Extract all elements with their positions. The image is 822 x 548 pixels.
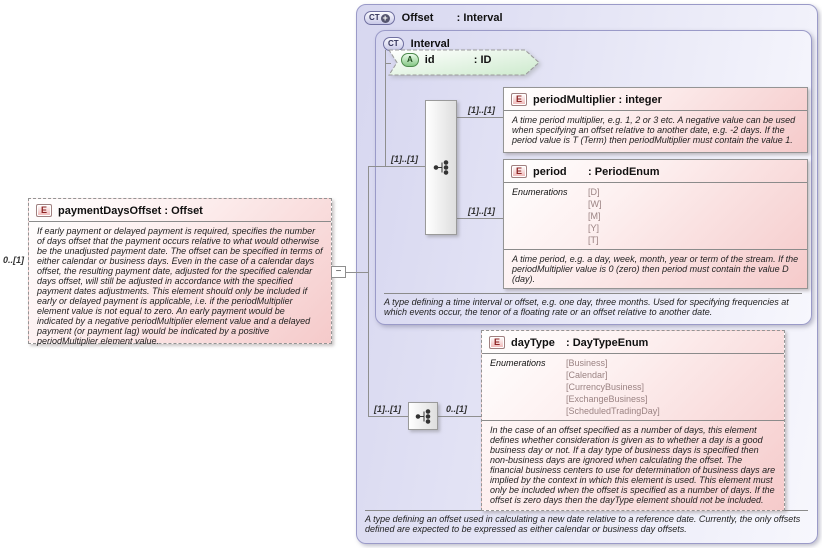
element-period[interactable] xyxy=(503,159,808,289)
enum-value: [ExchangeBusiness] xyxy=(566,394,648,404)
day-type-enumerations xyxy=(482,354,784,421)
element-payment-days-offset-header[interactable] xyxy=(29,199,331,222)
period-enumerations xyxy=(504,183,807,250)
element-day-type-title: dayType : DayTypeEnum xyxy=(511,336,649,349)
occurs-interval-sequence: [1]..[1] xyxy=(391,154,418,164)
element-period-title: period : PeriodEnum xyxy=(533,165,660,178)
occurs-extension-sequence: [1]..[1] xyxy=(374,404,401,414)
plus-icon[interactable]: + xyxy=(382,12,388,23)
period-multiplier-annotation: A time period multiplier, e.g. 1, 2 or 3 etc. A negative value can be used when specifying an offset relative to another date, e.g. -2 days. If the period value is T (Term) then periodMultiplier must contain the value 1. xyxy=(512,115,796,145)
sequence-icon xyxy=(415,409,432,424)
element-period-multiplier-title: periodMultiplier : integer xyxy=(533,93,662,106)
occurs-day-type: 0..[1] xyxy=(446,404,468,414)
element-payment-days-offset-title: paymentDaysOffset : Offset xyxy=(58,204,203,217)
connector-line xyxy=(369,166,426,167)
element-period-multiplier-header[interactable] xyxy=(504,88,807,111)
enum-value: [W] xyxy=(588,199,602,209)
connector-line xyxy=(346,272,368,273)
element-icon: E xyxy=(36,204,52,217)
enum-value: [T] xyxy=(588,235,599,245)
attribute-id-title: id : ID xyxy=(424,54,492,66)
connector-line xyxy=(438,416,482,417)
complextype-offset-title: Offset : Interval xyxy=(401,12,503,24)
enum-value: [M] xyxy=(588,211,601,221)
complextype-offset-header[interactable] xyxy=(357,5,817,29)
period-annotation: A time period, e.g. a day, week, month, year or term of the stream. If the periodMultiplier value is 0 (zero) then period must contain the value D (day). xyxy=(512,254,799,284)
enum-value: [D] xyxy=(588,187,600,197)
enum-value: [Y] xyxy=(588,223,600,233)
element-day-type[interactable] xyxy=(481,330,785,511)
sequence-icon xyxy=(433,160,450,175)
element-period-multiplier[interactable] xyxy=(503,87,808,153)
attribute-icon: A xyxy=(401,53,419,67)
element-icon: E xyxy=(511,165,527,178)
enumerations-label: Enumerations xyxy=(512,187,568,197)
connector-line xyxy=(368,166,369,417)
day-type-annotation: In the case of an offset specified as a number of days, this element defines whether consideration is given as to whether a day is a good business day or not. If a day type of business days is specified then non-business days are ignored when calculating the offset. The financial business centers to use for determination of business days are implied by the context in which this element is used. This element must only be included when the offset is specified as a number of days. If the offset is zero days then the dayType element should not be included. xyxy=(490,425,776,505)
occurs-period: [1]..[1] xyxy=(468,206,495,216)
complextype-icon: CT xyxy=(383,37,404,51)
element-icon: E xyxy=(489,336,505,349)
enum-value: [Calendar] xyxy=(566,370,608,380)
enum-value: [CurrencyBusiness] xyxy=(566,382,645,392)
connector-line xyxy=(457,117,503,118)
attribute-id[interactable] xyxy=(388,49,541,77)
sequence-compositor-interval[interactable] xyxy=(425,100,457,235)
connector-line xyxy=(369,416,408,417)
enumerations-label: Enumerations xyxy=(490,358,546,368)
element-day-type-header[interactable] xyxy=(482,331,784,354)
occurs-period-multiplier: [1]..[1] xyxy=(468,105,495,115)
element-payment-days-offset[interactable] xyxy=(28,198,332,344)
enum-value: [Business] xyxy=(566,358,608,368)
offset-type-annotation: A type defining an offset used in calculating a new date relative to a reference date. Currently, the only offsets defined are expected to be expressed as either calendar or business day offsets. xyxy=(365,510,808,534)
occurs-payment-days-offset: 0..[1] xyxy=(3,255,25,265)
complextype-plus-icon[interactable]: CT + xyxy=(364,11,395,25)
interval-type-annotation: A type defining a time interval or offset, e.g. one day, three months. Used for specifying frequencies at which events occur, the tenor of a floating rate or an offset relative to another date. xyxy=(384,293,802,317)
element-period-header[interactable] xyxy=(504,160,807,183)
collapse-button[interactable]: − xyxy=(331,266,346,278)
payment-days-offset-annotation: If early payment or delayed payment is required, specifies the number of days offset that the payment occurs relative to what would otherwise be the unadjusted payment date. The offset can be specified in terms of either calendar or business days. Even in the case of a calendar days offset, the resulting payment date, adjusted for the specified calendar days offset, will still be adjusted in accordance with the specified payment dates adjustments. This element should only be included if early or delayed payment is applicable, i.e. if the periodMultiplier element value is not equal to zero. An early payment would be indicated by a negative periodMultiplier element value and a delayed payment (or payment lag) would be indicated by a positive periodMultiplier element value. xyxy=(37,226,323,346)
complextype-interval-title: Interval xyxy=(410,38,450,50)
enum-value: [ScheduledTradingDay] xyxy=(566,406,660,416)
connector-line xyxy=(457,218,503,219)
sequence-compositor-extension[interactable] xyxy=(408,402,438,430)
element-icon: E xyxy=(511,93,527,106)
connector-line xyxy=(385,50,386,167)
